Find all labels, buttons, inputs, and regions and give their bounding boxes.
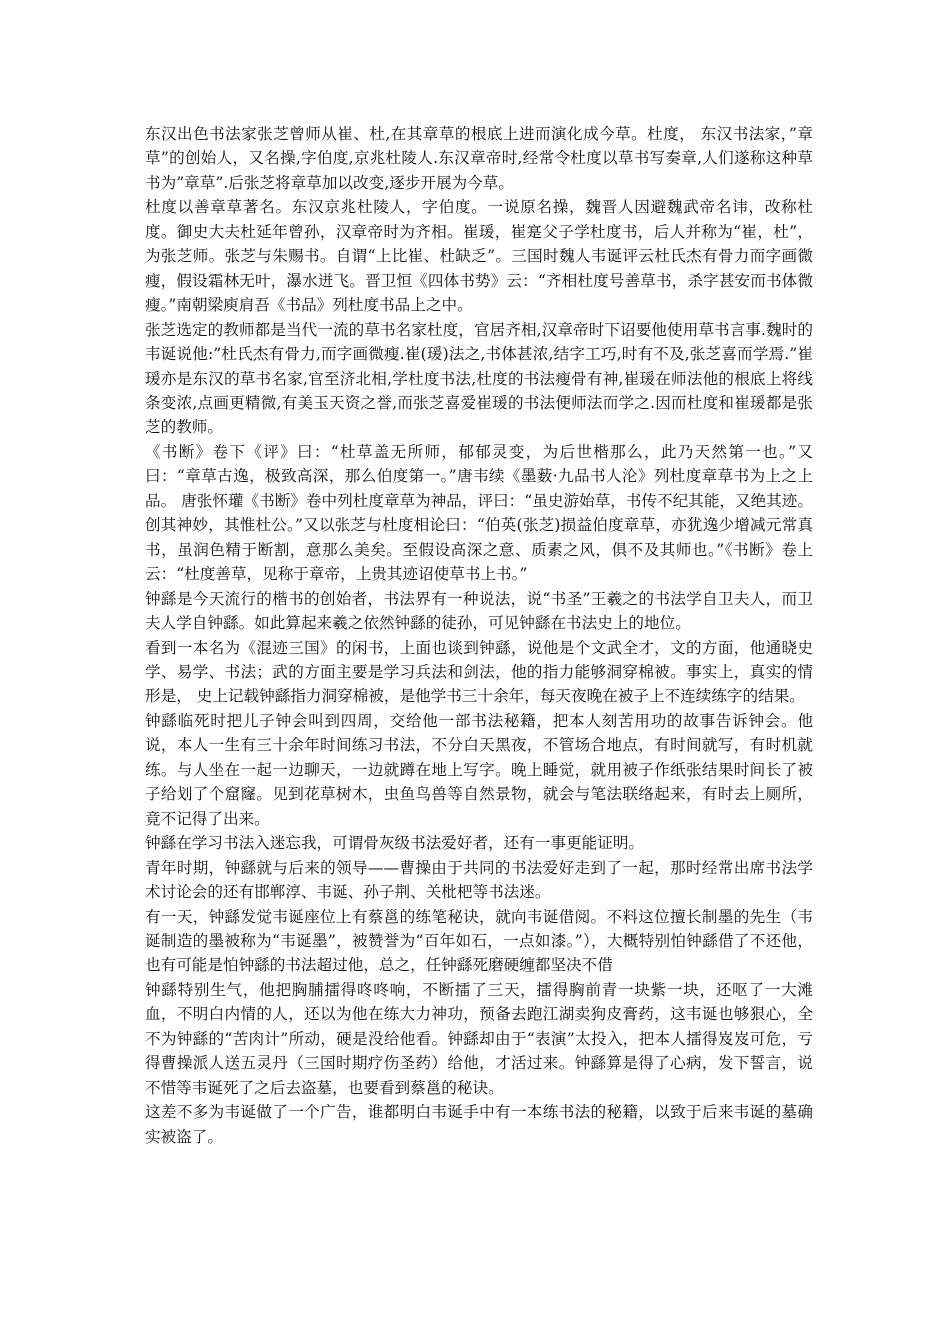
paragraph-10: 有一天，钟繇发觉韦诞座位上有蔡邕的练笔秘诀，就向韦诞借阅。不料这位擅长制墨的先生（韦诞制造的墨被称为“韦诞墨”，被赞誉为“百年如石，一点如漆。”），大概特别怕钟繇借了不还他，也有可能是怕钟繇的书法超过他，总之，任钟繇死磨硬缠都坚决不借: [145, 907, 813, 975]
paragraph-1: 东汉出色书法家张芝曾师从崔、杜,在其章草的根底上进而演化成今草。杜度， 东汉书法家，”章草”的创始人，又名操,字伯度,京兆杜陵人.东汉章帝时,经常令杜度以草书写奏章,人们遂称这种草书为”章草”.后张芝将章草加以改变,逐步开展为今草。: [145, 125, 813, 192]
paragraph-4: 《书断》卷下《评》曰：“杜草盖无所师，郁郁灵变，为后世楷那么，此乃天然第一也。”又曰：“章草古逸，极致高深，那么伯度第一。”唐韦续《墨薮·九品书人沦》列杜度章草书为上之上品。 唐张怀瓘《书断》卷中列杜度章草为神品，评曰：“虽史游始草，书传不纪其能，又绝其迹。创其神妙，其惟杜公。”又以张芝与杜度相论曰：“伯英(张芝)损益伯度章草，亦犹逸少增减元常真书，虽润色精于断割，意那么美矣。至假设高深之意、质素之风，俱不及其师也。”《书断》卷上云：“杜度善草，见称于章帝，上贵其迹诏使草书上书。”: [145, 442, 813, 584]
paragraph-8: 钟繇在学习书法入迷忘我，可谓骨灰级书法爱好者，还有一事更能证明。: [145, 834, 645, 853]
paragraph-12: 这差不多为韦诞做了一个广告，谁都明白韦诞手中有一本练书法的秘籍，以致于后来韦诞的墓确实被盗了。: [145, 1103, 813, 1146]
document-page: [145, 122, 813, 1149]
paragraph-2: 杜度以善章草著名。东汉京兆杜陵人，字伯度。一说原名操，魏晋人因避魏武帝名讳，改称杜度。御史大夫杜延年曾孙，汉章帝时为齐相。崔瑗，崔寔父子学杜度书，后人并称为“崔，杜”，为张芝师。张芝与朱赐书。自谓“上比崔、杜缺乏”。三国时魏人韦诞评云杜氏杰有骨力而字画微瘦，假设霜林无叶，瀑水迸飞。晋卫恒《四体书势》云：“齐相杜度号善草书，杀字甚安而书体微瘦。”南朝梁庾肩吾《书品》列杜度书品上之中。: [145, 198, 813, 315]
paragraph-7: 钟繇临死时把儿子钟会叫到四周，交给他一部书法秘籍，把本人刻苦用功的故事告诉钟会。他说，本人一生有三十余年时间练习书法，不分白天黑夜，不管场合地点，有时间就写，有时机就练。与人坐在一起一边聊天，一边就蹲在地上写字。晚上睡觉，就用被子作纸张结果时间长了被子给划了个窟窿。见到花草树木，虫鱼鸟兽等自然景物，就会与笔法联络起来，有时去上厕所，竟不记得了出来。: [145, 711, 813, 828]
paragraph-11: 钟繇特别生气，他把胸脯擂得咚咚响，不断擂了三天，擂得胸前青一块紫一块，还呕了一大滩血，不明白内情的人，还以为他在练大力神功，预备去跑江湖卖狗皮膏药，这韦诞也够狠心，全不为钟繇的“苦肉计”所动，硬是没给他看。钟繇却由于“表演”太投入，把本人擂得岌岌可危，亏得曹操派人送五灵丹（三国时期疗伤圣药）给他，才活过来。钟繇算是得了心病，发下誓言，说不惜等韦诞死了之后去盗墓，也要看到蔡邕的秘诀。: [145, 980, 813, 1097]
paragraph-5: 钟繇是今天流行的楷书的创始者，书法界有一种说法，说“书圣”王羲之的书法学自卫夫人，而卫夫人学自钟繇。如此算起来羲之依然钟繇的徒孙，可见钟繇在书法史上的地位。: [145, 589, 813, 633]
paragraph-6: 看到一本名为《混迹三国》的闲书，上面也谈到钟繇，说他是个文武全才，文的方面，他通晓史学、易学、书法；武的方面主要是学习兵法和剑法，他的指力能够洞穿棉被。事实上，真实的情形是， 史上记载钟繇指力洞穿棉被，是他学书三十余年，每天夜晚在被子上不连续练字的结果。: [145, 638, 813, 706]
paragraph-3: 张芝选定的教师都是当代一流的草书名家杜度，官居齐相,汉章帝时下诏要他使用草书言事.魏时的韦诞说他:”杜氏杰有骨力,而字画微瘦.崔(瑗)法之,书体甚浓,结字工巧,时有不及,张芝喜而学焉.”崔瑗亦是东汉的草书名家,官至济北相,学杜度书法,杜度的书法瘦骨有神,崔瑗在师法他的根底上将线条变浓,点画更精微,有美玉天资之誉,而张芝喜爱崔瑗的书法便师法而学之.因而杜度和崔瑗都是张芝的教师。: [145, 320, 813, 437]
paragraph-9: 青年时期，钟繇就与后来的领导——曹操由于共同的书法爱好走到了一起，那时经常出席书法学术讨论会的还有邯郸淳、韦诞、孙子荆、关枇杷等书法迷。: [145, 858, 813, 902]
